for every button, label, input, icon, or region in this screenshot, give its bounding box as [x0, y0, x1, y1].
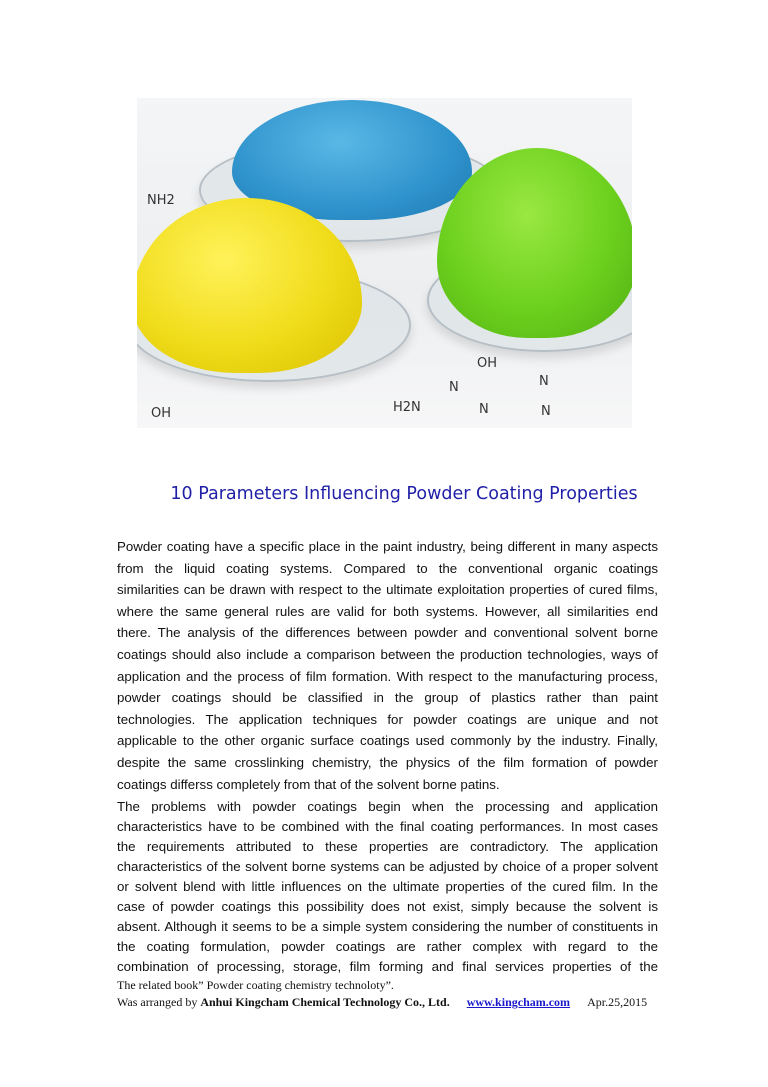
text-line: absent. Although it seems to be a simple system considering the number of constituents in	[117, 919, 658, 934]
text-line: The problems with powder coatings begin when the processing and application	[117, 799, 658, 814]
paragraph-2	[117, 797, 658, 977]
text-line: characteristics have to be combined with the final coating performances. In most cases	[117, 819, 658, 834]
chem-label: N	[541, 404, 551, 419]
text-line: combination of processing, storage, film forming and final services properties of the	[117, 959, 658, 974]
text-line: Powder coating have a specific place in the paint industry, being different in many aspects	[117, 539, 658, 554]
text-line: technologies. The application techniques for powder coatings are unique and not	[117, 711, 658, 727]
chem-label: H2N	[393, 400, 421, 415]
footer-arranged	[117, 995, 657, 1009]
chem-label: N	[479, 402, 489, 417]
chem-label: OH	[477, 356, 498, 371]
footer-date: Apr.25,2015	[587, 995, 648, 1009]
footer-book-line: The related book” Powder coating chemistry technoloty”.	[117, 978, 394, 992]
text-line: coatings should also include a comparison between the production technologies, ways of	[117, 646, 658, 662]
text-line: or solvent blend with little influences on the ultimate properties of the cured film. In the	[117, 879, 658, 894]
text-line: similarities can be drawn with respect to the ultimate exploitation properties of cured films,	[117, 582, 658, 598]
text-line: from the liquid coating systems. Compared to the conventional organic coatings	[117, 560, 658, 576]
document-title: 10 Parameters Influencing Powder Coating Properties	[170, 484, 638, 504]
text-line: powder coatings should be classified in the group of plastics rather than paint	[117, 690, 658, 706]
text-line: the coating formulation, powder coatings are rather complex with regard to the	[117, 939, 658, 954]
chem-label: N	[539, 374, 549, 389]
chem-label: N	[449, 380, 459, 395]
footer-company: Anhui Kingcham Chemical Technology Co., Ltd.	[200, 995, 450, 1009]
chem-label: OH	[151, 406, 172, 421]
text-line: where the same general rules are valid for both systems. However, all similarities end	[117, 603, 658, 619]
paragraph-1	[117, 536, 658, 795]
text-line: characteristics of the solvent borne systems can be adjusted by choice of a proper solvent	[117, 859, 658, 874]
footer-prefix: Was arranged by	[117, 995, 198, 1009]
text-line: despite the same crosslinking chemistry, the physics of the film formation of powder	[117, 754, 658, 770]
text-line: applicable to the other organic surface coatings used commonly by the industry. Finally,	[117, 733, 658, 749]
text-line: the requirements attributed to these properties are contradictory. The application	[117, 839, 658, 854]
powder-coating-photo	[137, 98, 632, 428]
text-line: application and the process of film formation. With respect to the manufacturing process,	[117, 668, 658, 684]
text-line: coatings differss completely from that of the solvent borne patins.	[117, 776, 500, 792]
chem-label: NH2	[147, 193, 175, 208]
footer-website-link[interactable]: www.kingcham.com	[466, 995, 571, 1009]
text-line: there. The analysis of the differences between powder and conventional solvent borne	[117, 625, 658, 641]
text-line: case of powder coatings this possibility does not exist, simply because the solvent is	[117, 899, 658, 914]
